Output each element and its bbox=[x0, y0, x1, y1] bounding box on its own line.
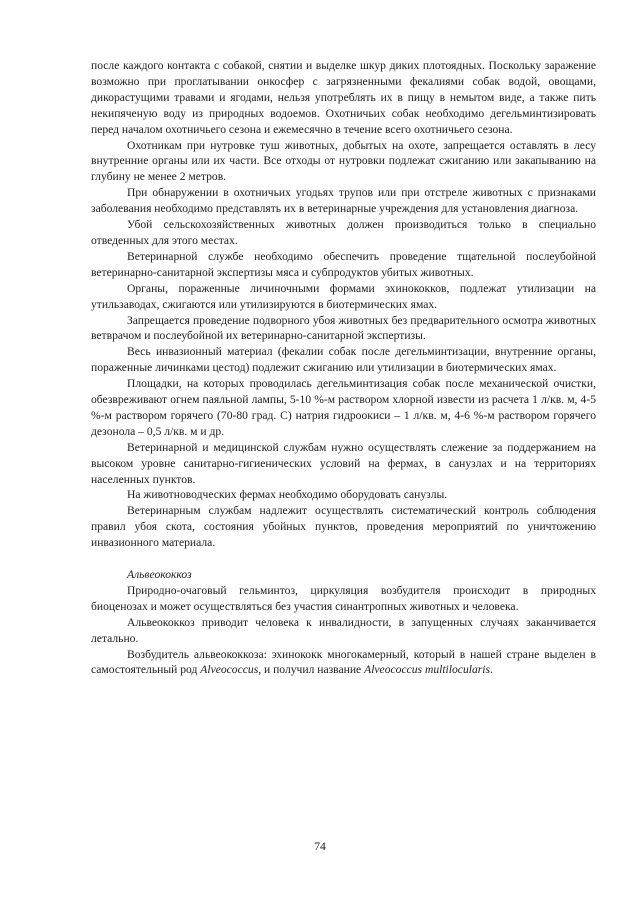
paragraph-pathogen bbox=[91, 647, 596, 679]
paragraph-sanitary-units: На животноводческих фермах необходимо оборудовать санузлы. bbox=[127, 488, 448, 502]
genus-name: Alveococcus bbox=[200, 663, 259, 677]
paragraph-disinfection: Площадки, на которых проводилась дегельминтизация собак после механической очистки, обезвреживают огнем паяльной лампы, 5-10 %-м раствором хлорной извести из расчета 1 л/кв. м, 4-5 %-м раствором горячего (70-80 град. С) натрия гидроокиси – 1 л/кв. м, 4-6 %-м раствором горячего дезонола – 0,5 л/кв. м и др. bbox=[91, 377, 596, 438]
paragraph-invasive-material: Весь инвазионный материал (фекалии собак после дегельминтизации, внутренние органы, пораженные личинками цестод) подлежит сжиганию или утилизации в биотермических ямах. bbox=[91, 345, 596, 375]
paragraph-yard-slaughter: Запрещается проведение подворного убоя животных без предварительного осмотра животных ветврачом и послеубойной их ветеринарно-санитарной экспертизы. bbox=[91, 313, 596, 343]
section-heading: Альвеококкоз bbox=[127, 567, 192, 581]
paragraph-slaughter-places: Убой сельскохозяйственных животных должен производиться только в специально отведенных для этого местах. bbox=[91, 218, 596, 247]
page-number: 74 bbox=[314, 840, 326, 853]
document-page bbox=[91, 58, 596, 678]
paragraph-organs: Органы, пораженные личиночными формами эхинококков, подлежат утилизации на утильзаводах, сжигаются или утилизируются в биотермических ямах. bbox=[91, 281, 596, 311]
paragraph-continuation: после каждого контакта с собакой, снятии и выделке шкур диких плотоядных. Поскольку заражение возможно при проглатывании онкосфер с загрязненными фекалиями собак водой, овощами, дикорастущими травами и ягодами, нельзя употреблять их в пищу в немытом виде, а также пить некипяченую воду из природных водоемов. Охотничьих собак необходимо дегельминтизировать перед началом охотничьего сезона и ежемесячно в течение всего охотничьего сезона. bbox=[91, 59, 596, 136]
paragraph-vet-service: Ветеринарной службе необходимо обеспечить проведение тщательной послеубойной ветеринарно-санитарной экспертизы мяса и субпродуктов убитых животных. bbox=[91, 249, 596, 279]
paragraph-carcasses: При обнаружении в охотничьих угодьях трупов или при отстреле животных с признаками заболевания необходимо представлять их в ветеринарные учреждения для установления диагноза. bbox=[91, 186, 596, 216]
pathogen-text-before: Возбудитель альвеококкоза: эхинококк многокамерный, который в нашей стране выделен в самостоятельный род bbox=[91, 647, 596, 677]
paragraph-natural-focal: Природно-очаговый гельминтоз, циркуляция возбудителя происходит в природных биоценозах и может осуществляться без участия синантропных животных и человека. bbox=[91, 583, 596, 613]
pathogen-text-middle: , и получил название bbox=[258, 663, 365, 677]
paragraph-hunters: Охотникам при нутровке туш животных, добытых на охоте, запрещается оставлять в лесу внутренние органы или их части. Все отходы от нутровки подлежат сжиганию или закапыванию на глубину не менее 2 метров. bbox=[91, 138, 596, 184]
paragraph-disability: Альвеококкоз приводит человека к инвалидности, в запущенных случаях заканчивается летально. bbox=[91, 615, 596, 645]
paragraph-medical-service: Ветеринарной и медицинской службам нужно осуществлять слежение за поддержанием на высоком уровне санитарно-гигиенических условий на фермах, в санузлах и на территориях населенных пунктов. bbox=[91, 440, 596, 486]
pathogen-text-after: . bbox=[490, 663, 493, 677]
paragraph-control: Ветеринарным службам надлежит осуществлять систематический контроль соблюдения правил убоя скота, состояния убойных пунктов, проведения мероприятий по уничтожению инвазионного материала. bbox=[91, 504, 596, 550]
species-name: Alveococcus multilocularis bbox=[364, 663, 490, 677]
